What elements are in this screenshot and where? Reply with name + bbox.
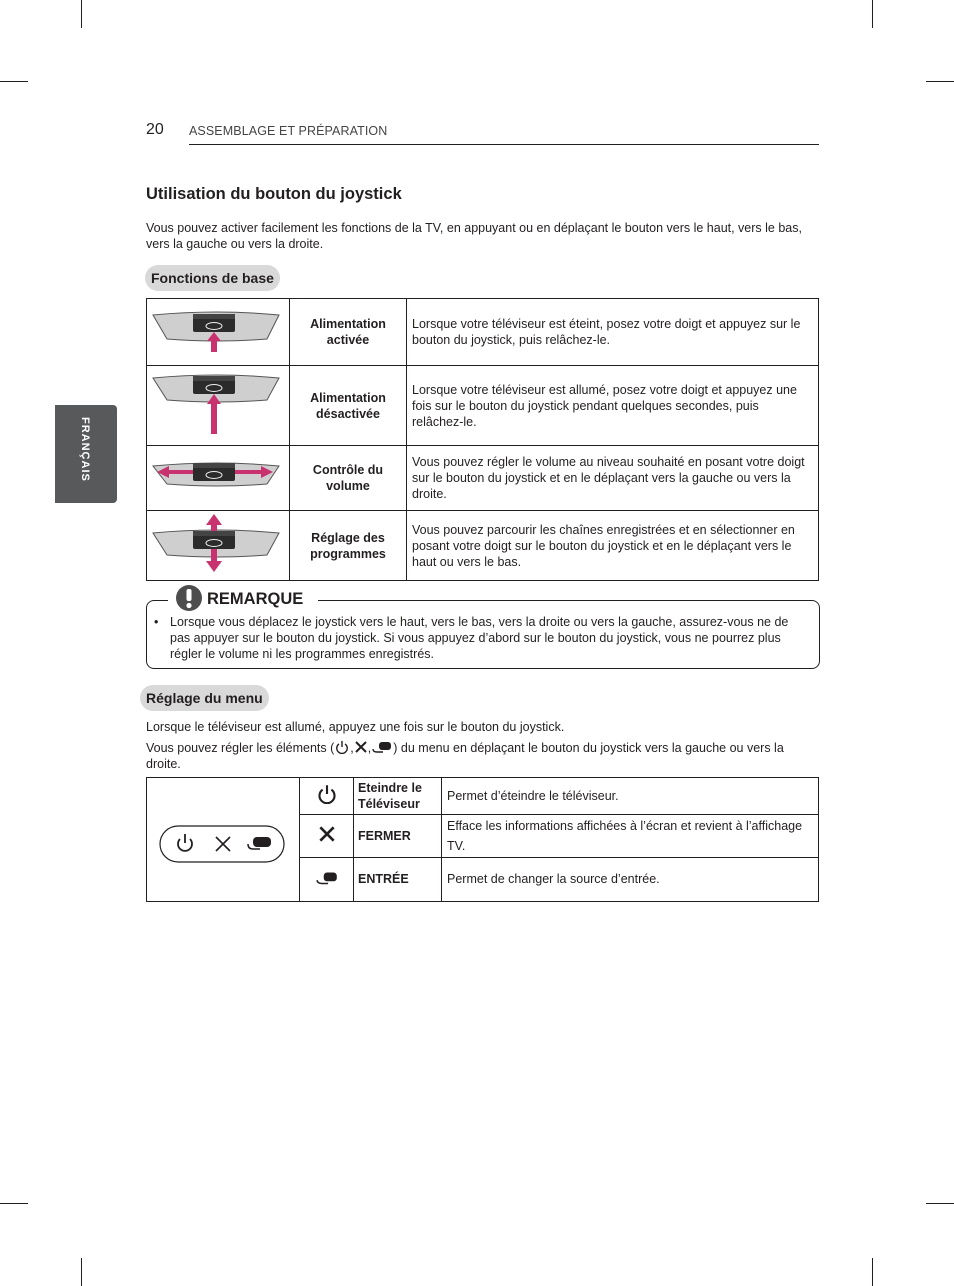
table-row [147, 778, 819, 815]
menu-panel-image [147, 778, 300, 902]
menu-paragraph-1: Lorsque le téléviseur est allumé, appuyez une fois sur le bouton du joystick. [146, 720, 565, 734]
basic-functions-heading: Fonctions de base [145, 265, 280, 291]
intro-paragraph: Vous pouvez activer facilement les fonctions de la TV, en appuyant ou en déplaçant le bouton vers le haut, vers le bas, vers la gauche ou vers la droite. [146, 221, 802, 251]
close-icon [354, 741, 368, 753]
joystick-up-down-image [147, 511, 290, 581]
row-description: Lorsque votre téléviseur est éteint, posez votre doigt et appuyez sur le bouton du joystick, puis relâchez-le. [407, 299, 819, 366]
menu-item-name: ENTRÉE [354, 857, 442, 901]
input-icon [371, 740, 393, 754]
close-icon [319, 826, 335, 842]
language-tab [55, 405, 117, 503]
menu-item-description: Efface les informations affichées à l’écran et revient à l’affichage TV. [442, 814, 819, 857]
row-label: Alimentation activée [290, 299, 407, 366]
note-header [168, 590, 318, 610]
menu-item-name: Eteindre le Téléviseur [354, 778, 442, 815]
power-option-icon-cell [300, 778, 354, 815]
menu-paragraph-2: Vous pouvez régler les éléments ( , , ) du menu en déplaçant le bouton du joystick vers la gauche ou vers la droite. [146, 741, 784, 771]
warning-icon [175, 584, 203, 612]
menu-item-description: Permet d’éteindre le téléviseur. [442, 778, 819, 815]
row-description: Vous pouvez régler le volume au niveau souhaité en posant votre doigt sur le bouton du joystick et en le déplaçant vers la gauche ou vers la droite. [407, 446, 819, 511]
row-description: Vous pouvez parcourir les chaînes enregistrées et en sélectionner en posant votre doigt sur le bouton du joystick et en le déplaçant vers le haut ou vers le bas. [407, 511, 819, 581]
table-row [147, 511, 819, 581]
table-row [147, 366, 819, 446]
language-tab-label: FRANÇAIS [79, 417, 91, 482]
menu-item-description: Permet de changer la source d’entrée. [442, 857, 819, 901]
note-title: REMARQUE [207, 590, 304, 608]
menu-table [146, 777, 819, 902]
page-heading: Utilisation du bouton du joystick [146, 185, 402, 203]
input-icon [315, 870, 339, 886]
joystick-left-right-image [147, 446, 290, 511]
menu-paragraph-2-end: ) du menu en déplaçant le bouton du joystick vers la gauche ou vers la droite. [146, 741, 784, 771]
bullet-mark: • [154, 615, 159, 629]
menu-item-name: FERMER [354, 814, 442, 857]
basic-functions-table [146, 298, 819, 581]
joystick-press-image [147, 299, 290, 366]
table-row [147, 446, 819, 511]
header-rule [189, 144, 819, 145]
table-row [147, 299, 819, 366]
close-option-icon-cell [300, 814, 354, 857]
power-icon [334, 740, 350, 754]
input-option-icon-cell [300, 857, 354, 901]
page-number: 20 [146, 121, 164, 138]
menu-paragraph-2-start: Vous pouvez régler les éléments ( [146, 741, 335, 755]
menu-heading: Réglage du menu [140, 685, 269, 711]
joystick-long-press-image [147, 366, 290, 446]
row-label: Contrôle du volume [290, 446, 407, 511]
power-icon [317, 784, 337, 804]
row-description: Lorsque votre téléviseur est allumé, posez votre doigt et appuyez une fois sur le bouton du joystick pendant quelques secondes, puis relâchez-le. [407, 366, 819, 446]
note-text: Lorsque vous déplacez le joystick vers le haut, vers le bas, vers la droite ou vers la gauche, assurez-vous ne de pas appuyer sur le bouton du joystick. Si vous appuyez d’abord sur le bouton du joystick, vous ne pourrez plus régler le volume ni les programmes enregistrés. [170, 615, 789, 661]
row-label: Alimentation désactivée [290, 366, 407, 446]
section-title: ASSEMBLAGE ET PRÉPARATION [189, 124, 388, 138]
row-label: Réglage des programmes [290, 511, 407, 581]
